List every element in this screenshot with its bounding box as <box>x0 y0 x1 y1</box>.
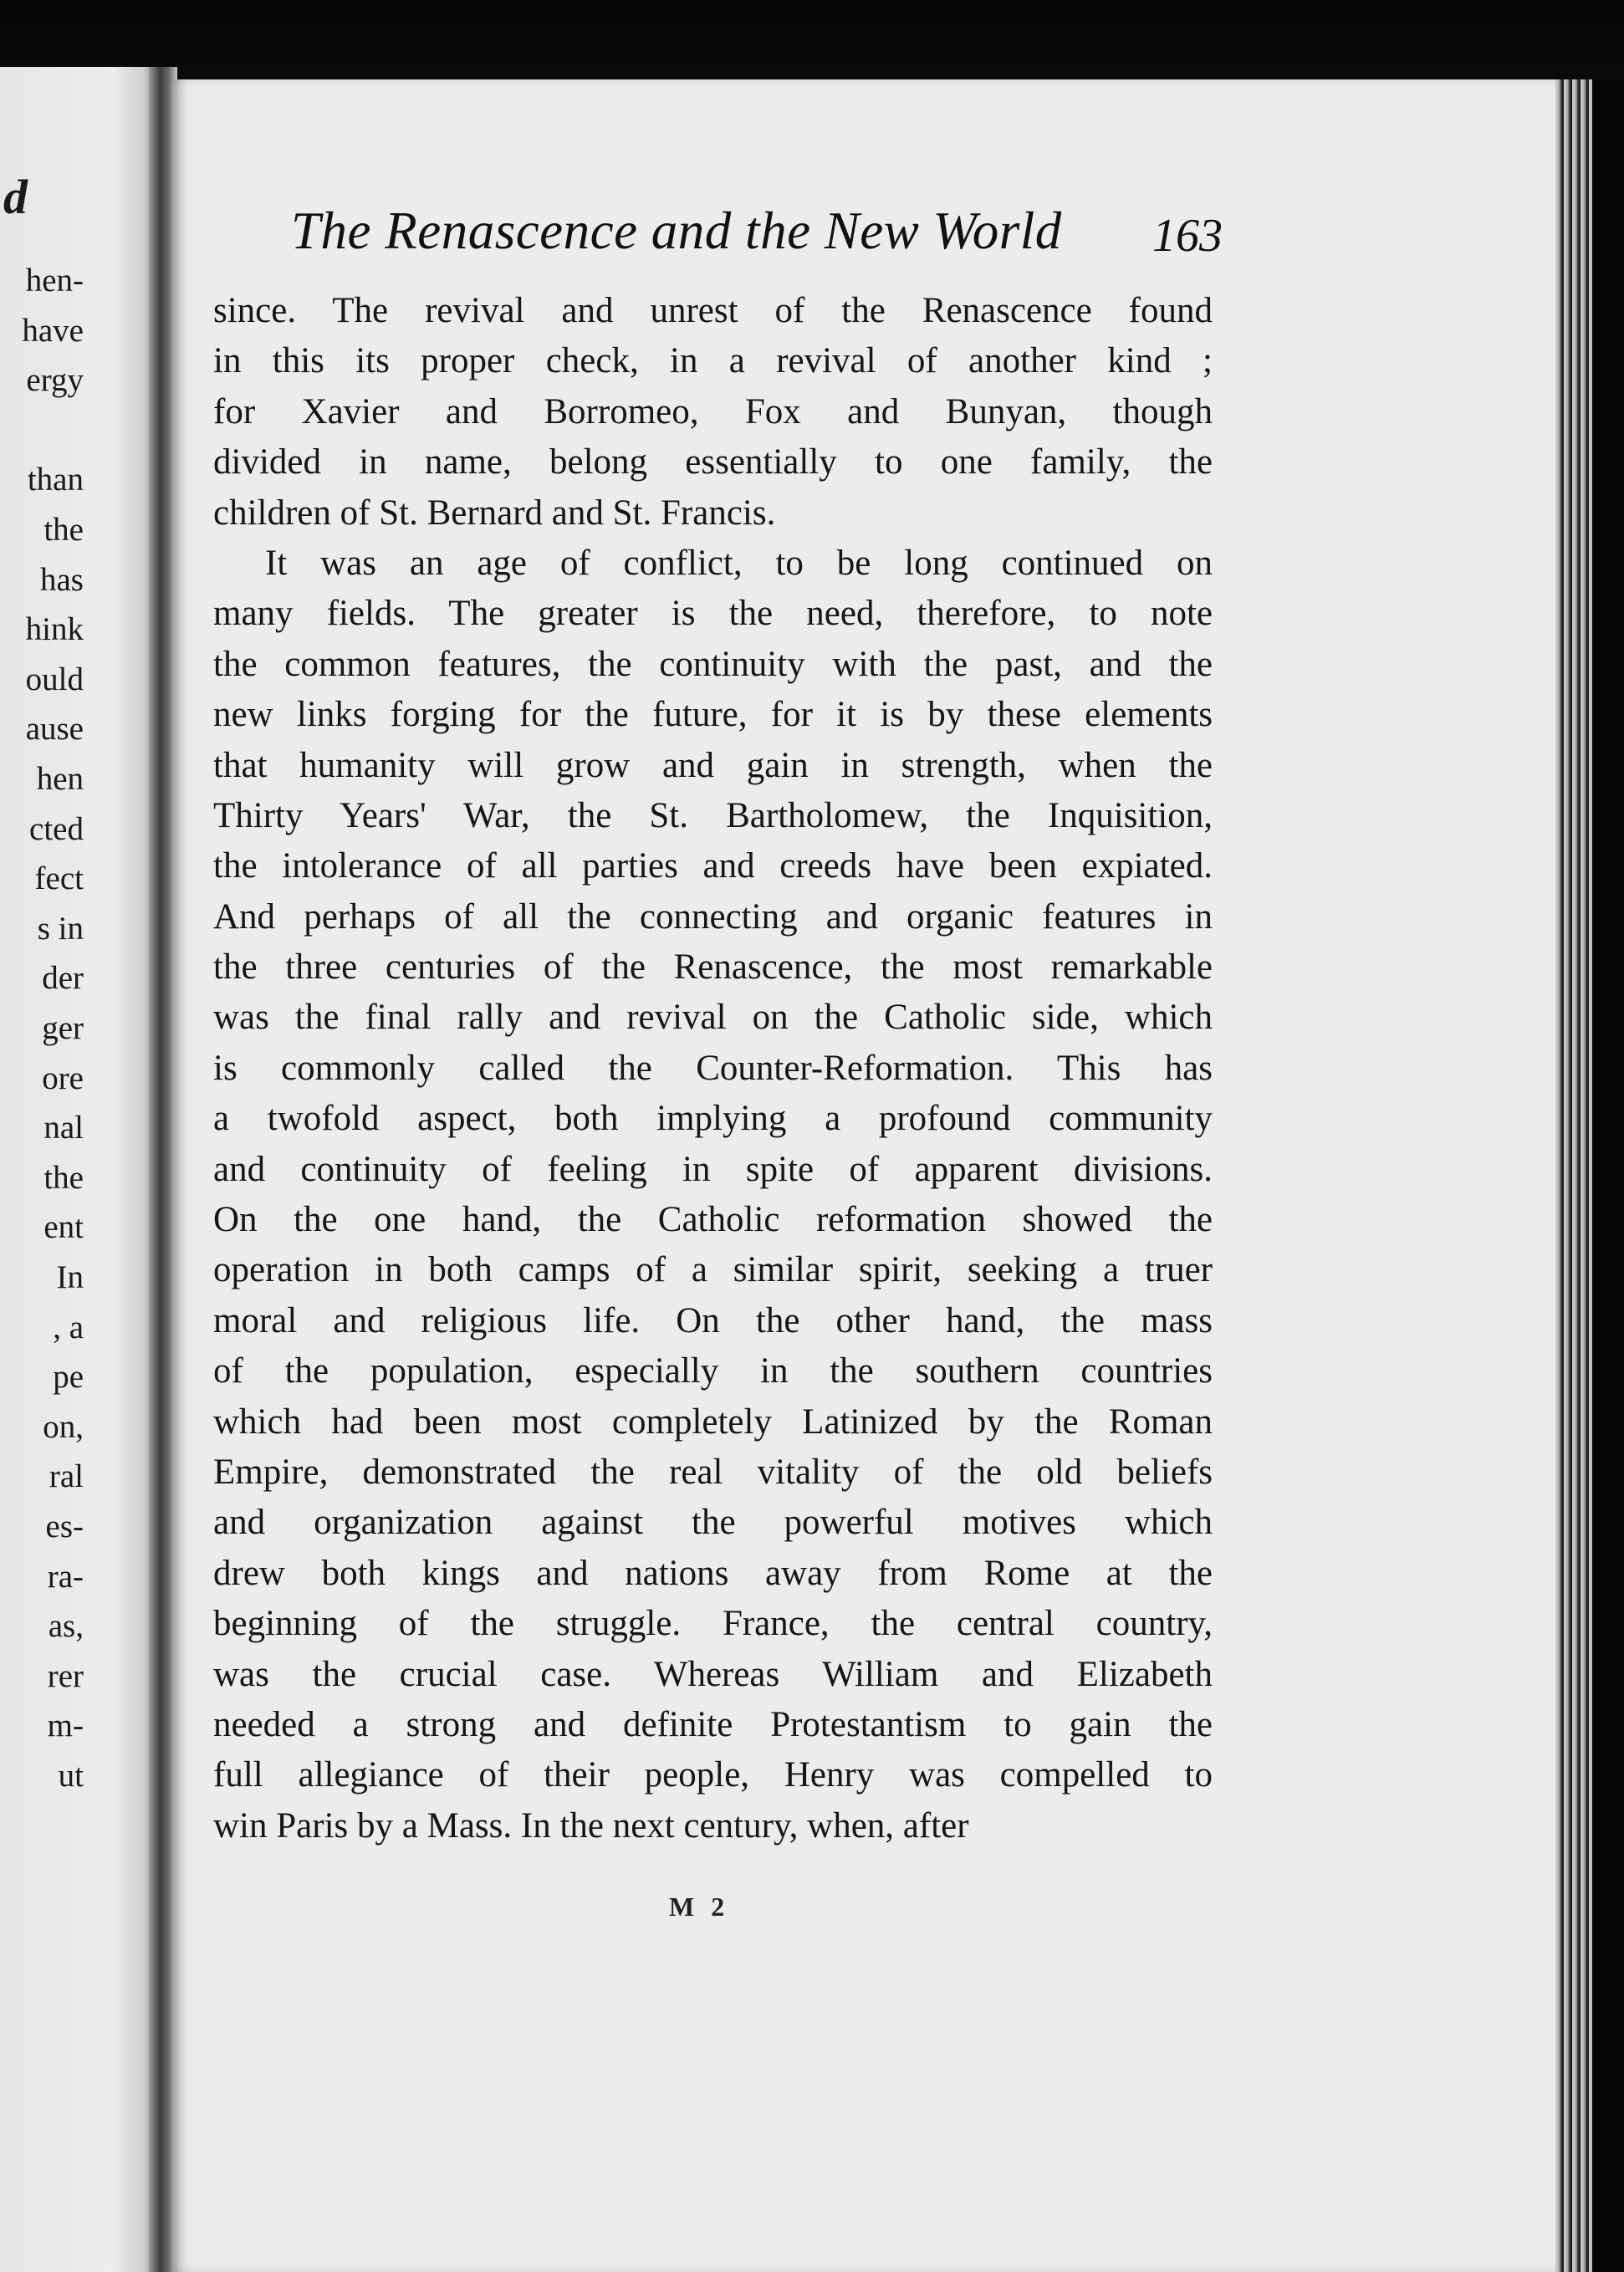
text-line: new links forging for the future, for it is by these elements <box>213 695 1213 735</box>
text-line: And perhaps of all the connecting and organic features in <box>213 896 1213 937</box>
left-page-fragment-line: ould <box>25 661 84 697</box>
text-line: since. The revival and unrest of the Renascence found <box>213 291 1213 330</box>
left-page-fragment-line: have <box>22 312 84 349</box>
left-page-fragment-line: ut <box>58 1758 84 1794</box>
page-edges <box>1555 79 1624 2272</box>
left-page-fragment-line: m- <box>47 1708 84 1744</box>
text-line: beginning of the struggle. France, the central country, <box>213 1604 1213 1644</box>
left-page-fragment-line: pe <box>53 1359 84 1396</box>
text-line: Empire, demonstrated the real vitality of the old beliefs <box>213 1452 1213 1492</box>
text-line: It was an age of conflict, to be long continued on <box>265 543 1213 583</box>
text-line: was the crucial case. Whereas William and Elizabeth <box>213 1654 1213 1694</box>
left-page-fragment-line: ent <box>43 1209 84 1246</box>
text-line: operation in both camps of a similar spirit, seeking a truer <box>213 1250 1213 1290</box>
text-line: many fields. The greater is the need, therefore, to note <box>213 594 1213 634</box>
left-page-fragment-line: has <box>40 561 84 598</box>
text-line: of the population, especially in the southern countries <box>213 1351 1213 1391</box>
text-line: Thirty Years' War, the St. Bartholomew, the Inquisition, <box>213 795 1213 835</box>
body-text <box>213 286 1213 1851</box>
text-line: in this its proper check, in a revival of another kind ; <box>213 341 1213 381</box>
text-line: divided in name, belong essentially to one family, the <box>213 442 1213 482</box>
left-page-fragment-line: In <box>56 1259 84 1295</box>
text-line: full allegiance of their people, Henry was compelled to <box>213 1755 1213 1795</box>
left-page-fragment-line: on, <box>43 1408 84 1445</box>
left-page-fragment-line: hen- <box>25 263 84 299</box>
text-line: which had been most completely Latinized by the Roman <box>213 1401 1213 1442</box>
left-page-fragment-line: fect <box>34 860 84 897</box>
text-line: was the final rally and revival on the Catholic side, which <box>213 998 1213 1038</box>
left-page-fragment-line: the <box>43 512 84 548</box>
left-page-fragment-line: ause <box>25 711 84 748</box>
left-page-fragment-line: the <box>43 1159 84 1196</box>
left-page-fragment-line: than <box>27 462 84 498</box>
left-page-fragment-line: hen <box>36 761 84 797</box>
text-line: and continuity of feeling in spite of apparent divisions. <box>213 1149 1213 1189</box>
paragraph <box>213 539 1213 1851</box>
text-line: children of St. Bernard and St. Francis. <box>213 493 776 533</box>
signature-mark: M 2 <box>669 1892 730 1922</box>
left-page-fragment-line: nal <box>43 1110 84 1146</box>
text-line: and organization against the powerful motives which <box>213 1503 1213 1543</box>
left-page-fragment-line: s in <box>37 910 84 947</box>
text-line: that humanity will grow and gain in strength, when the <box>213 745 1213 785</box>
text-line: On the one hand, the Catholic reformation showed the <box>213 1200 1213 1240</box>
left-page-fragment-line: hink <box>25 611 84 648</box>
left-page-fragment-line: as, <box>48 1608 84 1645</box>
text-line: the three centuries of the Renascence, the most remarkable <box>213 947 1213 988</box>
text-line: is commonly called the Counter-Reformation. This has <box>213 1048 1213 1088</box>
left-page-fragment-line: ger <box>42 1010 84 1046</box>
left-page-fragment-line: cted <box>29 810 84 847</box>
page-number: 163 <box>1152 210 1223 262</box>
scan-background <box>0 0 1624 92</box>
text-line: drew both kings and nations away from Rome at the <box>213 1553 1213 1593</box>
left-page-fragment-line: ergy <box>26 362 84 399</box>
left-page-fragment-line: es- <box>45 1509 84 1544</box>
running-head-title: The Renascence and the New World <box>291 202 1062 260</box>
left-page-fragment-line: ra- <box>47 1558 84 1595</box>
text-line: win Paris by a Mass. In the next century, when, after <box>213 1805 969 1846</box>
left-page-fragment-line: , a <box>53 1309 84 1345</box>
running-head <box>284 199 1221 263</box>
text-line: the common features, the continuity with the past, and the <box>213 644 1213 684</box>
text-line: a twofold aspect, both implying a profound community <box>213 1099 1213 1139</box>
left-running-head-fragment: d <box>3 170 28 224</box>
left-page-fragment-line: rer <box>47 1657 84 1694</box>
text-line: moral and religious life. On the other hand, the mass <box>213 1300 1213 1340</box>
left-page-fragment-line: ral <box>49 1458 84 1495</box>
text-line: for Xavier and Borromeo, Fox and Bunyan, though <box>213 391 1213 431</box>
paragraph <box>213 286 1213 539</box>
left-page-fragment-line: der <box>42 960 84 997</box>
left-page-fragment-line: ore <box>42 1059 84 1096</box>
text-line: the intolerance of all parties and creeds have been expiated. <box>213 846 1213 886</box>
text-line: needed a strong and definite Protestantism to gain the <box>213 1704 1213 1744</box>
